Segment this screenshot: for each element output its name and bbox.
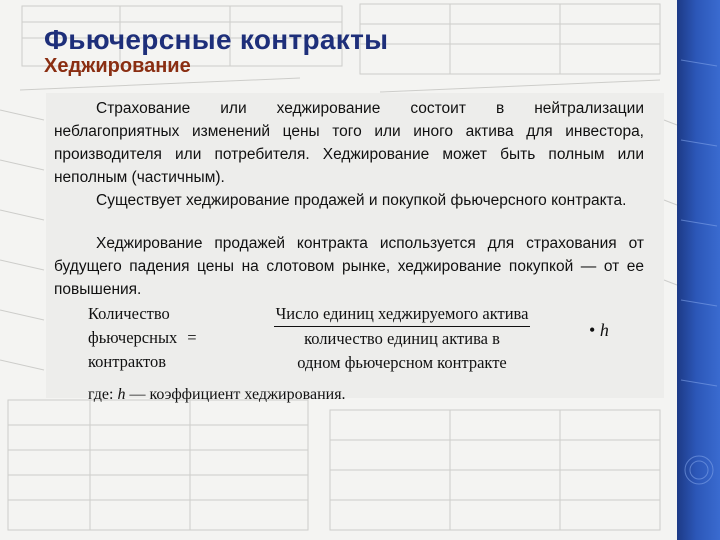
definition-term: Страхование или хеджирование — [96, 100, 381, 117]
hedge-ratio-variable: h — [599, 320, 609, 340]
legend-variable: h — [117, 386, 126, 403]
paragraph-definition — [54, 97, 644, 189]
formula-numerator: Число единиц хеджируемого актива — [274, 302, 531, 327]
formula-denominator-line2: одном фьючерсном контракте — [297, 353, 507, 372]
formula-legend — [88, 386, 346, 404]
formula-left-line3: контрактов — [88, 352, 167, 371]
paragraph-types: Существует хеджирование продажей и покупкой фьючерсного контракта. — [96, 192, 627, 209]
paragraph-sell-hedge: Хеджирование продажей контракта используется для страхования от будущего падения цены на слотовом рынке, хеджирование покупкой — от ее повышения. — [54, 235, 644, 298]
formula-fraction — [254, 302, 550, 375]
formula-left-side — [88, 302, 218, 374]
slide-subtitle: Хеджирование — [44, 55, 191, 77]
formula-equals-sign: = — [187, 328, 197, 347]
formula-multiplier — [589, 320, 609, 341]
legend-prefix: где: — [88, 386, 118, 403]
formula-left-line1: Количество — [88, 304, 170, 323]
multiply-dot: • — [589, 320, 596, 340]
legend-description: — коэффициент хеджирования. — [125, 386, 346, 403]
formula-denominator-line1: количество единиц актива в — [304, 329, 500, 348]
definition-text: состоит в нейтрализации неблагоприятных изменений цены того или иного актива для инвестора, производителя или потребителя. Хеджирование может быть полным или неполным (частичным). — [54, 100, 644, 186]
decorative-side-strip — [677, 0, 720, 540]
formula-left-line2: фьючерсных — [88, 328, 178, 347]
slide-title: Фьючерсные контракты — [44, 24, 389, 55]
